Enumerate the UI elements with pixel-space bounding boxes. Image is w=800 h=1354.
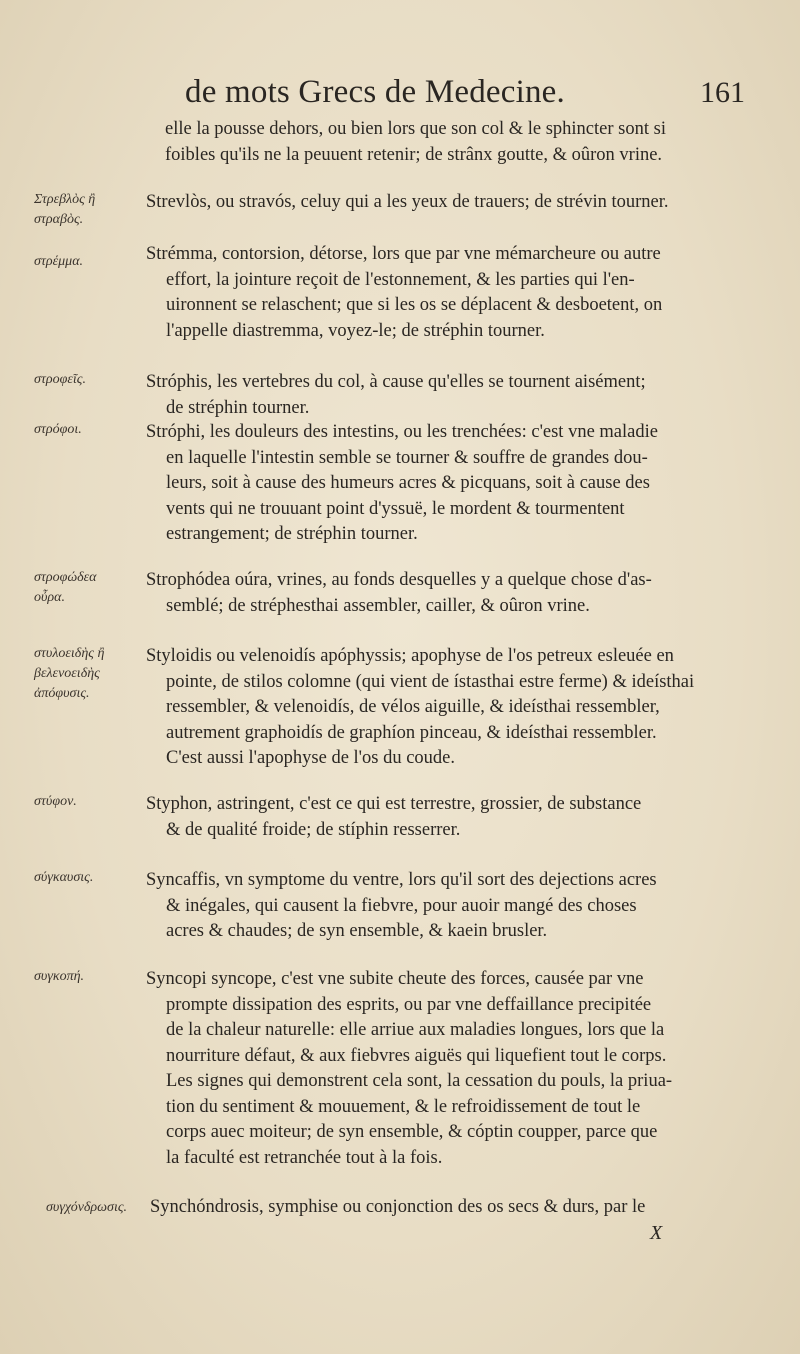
text-line: Stróphi, les douleurs des intestins, ou les trenchées: c'est vne maladie: [146, 422, 658, 442]
text-line: & inégales, qui causent la fiebvre, pour auoir mangé des choses: [166, 895, 637, 916]
text-line: l'appelle diastremma, voyez-le; de stréphin tourner.: [166, 320, 545, 341]
text-line: Strophódea oúra, vrines, au fonds desquelles y a quelque chose d'as-: [146, 570, 652, 590]
text-line: tion du sentiment & mouuement, & le refroidissement de tout le: [166, 1096, 641, 1117]
greek-margin-note: στρόφοι.: [34, 422, 82, 437]
text-line: uironnent se relaschent; que si les os se déplacent & desboetent, on: [166, 295, 663, 315]
greek-margin-note: στύφον.: [34, 794, 77, 809]
text-line: foibles qu'ils ne la peuuent retenir; de strânx goutte, & oûron vrine.: [165, 144, 663, 165]
text-line: acres & chaudes; de syn ensemble, & kaein brusler.: [166, 921, 548, 941]
text-line: la faculté est retranchée tout à la fois.: [166, 1147, 443, 1168]
text-line: semblé; de stréphesthai assembler, cailler, & oûron vrine.: [166, 595, 590, 616]
greek-margin-note: στρέμμα.: [34, 254, 84, 269]
text-line: nourriture défaut, & aux fiebvres aiguës qui liquefient tout le corps.: [166, 1045, 667, 1066]
text-line: de stréphin tourner.: [166, 397, 310, 418]
running-header: [185, 74, 745, 114]
text-line: de la chaleur naturelle: elle arriue aux maladies longues, lors que la: [166, 1020, 665, 1040]
greek-margin-note: συγκοπή.: [34, 969, 85, 984]
text-line: Styphon, astringent, c'est ce qui est terrestre, grossier, de substance: [146, 794, 642, 814]
text-line: Synchóndrosis, symphise ou conjonction des os secs & durs, par le: [150, 1197, 646, 1217]
page-number: 161: [700, 76, 745, 109]
text-line: corps auec moiteur; de syn ensemble, & cóptin coupper, parce que: [166, 1122, 658, 1142]
greek-margin-note: συγχόνδρωσις.: [46, 1200, 128, 1215]
text-line: vents qui ne trouuant point d'yssuë, le mordent & tourmentent: [166, 498, 625, 519]
text-line: Strevlòs, ou stravós, celuy qui a les yeux de trauers; de strévin tourner.: [146, 192, 669, 212]
text-line: elle la pousse dehors, ou bien lors que son col & le sphincter sont si: [165, 119, 666, 139]
text-line: Stróphis, les vertebres du col, à cause qu'elles se tournent aisément;: [146, 372, 646, 392]
greek-margin-note: Στρεβλὸς ἢ στραβὸς.: [34, 192, 96, 227]
text-line: effort, la jointure reçoit de l'estonnement, & les parties qui l'en-: [166, 269, 635, 290]
page-title: de mots Grecs de Medecine.: [185, 74, 565, 110]
greek-margin-note: στυλοειδὴς ἢ βελενοειδὴς ἀπόφυσις.: [34, 646, 105, 701]
greek-margin-note: σύγκαυσις.: [34, 870, 94, 885]
text-line: Strémma, contorsion, détorse, lors que par vne mémarcheure ou autre: [146, 244, 661, 264]
greek-margin-note: στροφώδεα οὖρα.: [34, 570, 97, 605]
text-line: Syncopi syncope, c'est vne subite cheute des forces, causée par vne: [146, 969, 644, 989]
text-line: en laquelle l'intestin semble se tourner & souffre de grandes dou-: [166, 447, 648, 468]
text-line: ressembler, & velenoidís, de vélos aiguille, & ideísthai ressembler,: [166, 697, 660, 717]
text-line: & de qualité froide; de stíphin resserrer.: [166, 819, 461, 840]
text-line: C'est aussi l'apophyse de l'os du coude.: [166, 748, 455, 768]
text-line: Les signes qui demonstrent cela sont, la cessation du pouls, la priua-: [166, 1071, 673, 1091]
text-line: Syncaffis, vn symptome du ventre, lors qu'il sort des dejections acres: [146, 870, 657, 890]
text-line: prompte dissipation des esprits, ou par vne deffaillance precipitée: [166, 994, 652, 1015]
text-line: estrangement; de stréphin tourner.: [166, 524, 418, 544]
signature-mark: X: [650, 1222, 663, 1244]
text-line: Styloidis ou velenoidís apóphyssis; apophyse de l'os petreux esleuée en: [146, 646, 674, 666]
text-line: autrement graphoidís de graphíon pinceau, & ideísthai ressembler.: [166, 722, 657, 743]
greek-margin-note: στροφεῖς.: [34, 372, 86, 387]
text-line: pointe, de stilos colomne (qui vient de ístasthai estre ferme) & ideísthai: [166, 671, 695, 692]
text-line: leurs, soit à cause des humeurs acres & picquans, soit à cause des: [166, 473, 650, 493]
